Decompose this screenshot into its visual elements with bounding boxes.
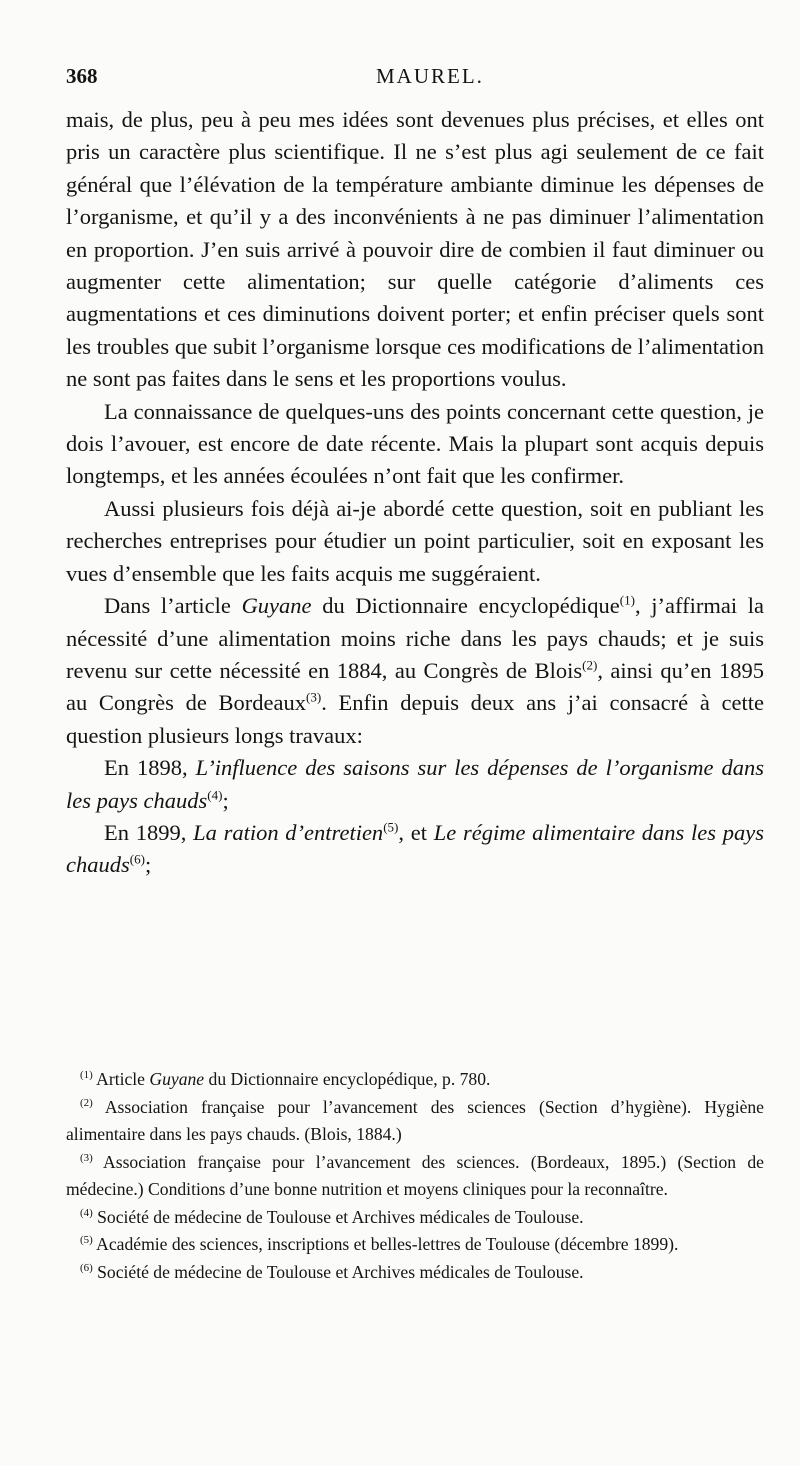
text-span: Association française pour l’avancement des sciences (Section d’hygiène). Hygiène alimentaire dans les pays chauds. (Blois, 1884.) — [66, 1096, 764, 1144]
italic-title: L’influence des saisons sur les dépenses de l’organisme dans les pays chauds — [66, 755, 764, 813]
paragraph-4 — [66, 590, 764, 752]
footnote-number: (3) — [80, 1151, 93, 1164]
text-span: . Enfin depuis deux ans j’ai consacré à cette question plusieurs longs travaux: — [66, 690, 764, 748]
italic-title: Guyane — [241, 593, 312, 619]
footnote-ref: (2) — [582, 657, 598, 673]
text-span: Dans l’article — [104, 593, 242, 619]
footnote — [66, 1094, 764, 1149]
italic-title: Le régime alimentaire dans les pays chauds — [66, 819, 764, 878]
footnote — [66, 1259, 764, 1287]
footnote-ref: (4) — [207, 787, 223, 803]
paragraph-3: Aussi plusieurs fois déjà ai-je abordé cette question, soit en publiant les recherches entreprises pour étudier un point particulier, soit en exposant les vues d’ensemble que les faits acquis me suggéraient. — [66, 495, 764, 586]
footnote-number: (2) — [80, 1096, 93, 1109]
text-span: Académie des sciences, inscriptions et belles-lettres de Toulouse (décembre 1899). — [92, 1234, 679, 1254]
footnote — [66, 1204, 764, 1232]
page-header — [66, 64, 764, 94]
text-span: Article — [92, 1069, 150, 1089]
footnotes — [66, 1066, 764, 1286]
footnote-number: (1) — [80, 1069, 93, 1082]
footnote-ref: (6) — [129, 851, 145, 867]
text-span: En 1899, — [104, 819, 194, 845]
footnote-number: (6) — [80, 1261, 93, 1274]
text-span: , ainsi qu’en 1895 au Congrès de Bordeaux — [66, 657, 764, 716]
footnote — [66, 1231, 764, 1259]
footnote-ref: (1) — [619, 592, 635, 608]
text-span: , j’affirmai la nécessité d’une alimentation moins riche dans les pays chauds; et je suis revenu sur cette nécessité en 1884, au Congrès de Blois — [66, 593, 764, 683]
text-span: Société de médecine de Toulouse et Archives médicales de Toulouse. — [92, 1206, 584, 1227]
italic-title: La ration d’entretien — [193, 819, 384, 845]
italic-title: Guyane — [149, 1069, 205, 1089]
footnote-ref: (3) — [306, 689, 322, 705]
text-span: du Dictionnaire encyclopédique — [311, 593, 620, 619]
text-span: du Dictionnaire encyclopédique, p. 780. — [204, 1069, 491, 1089]
footnote — [66, 1066, 764, 1094]
footnote-number: (4) — [80, 1206, 93, 1219]
footnote — [66, 1149, 764, 1204]
paragraph-2: La connaissance de quelques-uns des points concernant cette question, je dois l’avouer, est encore de date récente. Mais la plupart sont acquis depuis longtemps, et les années écoulées n’ont fait que les confirmer. — [66, 398, 764, 489]
text-span: En 1898, — [104, 755, 196, 781]
paragraph-6 — [66, 817, 764, 882]
text-span: Société de médecine de Toulouse et Archives médicales de Toulouse. — [92, 1261, 584, 1282]
footnote-ref: (5) — [383, 819, 399, 835]
text-span: ; — [144, 852, 152, 878]
page-number: 368 — [66, 64, 98, 88]
paragraph-1: mais, de plus, peu à peu mes idées sont devenues plus précises, et elles ont pris un caractère plus scientifique. Il ne s’est plus agi seulement de ce fait général que l’élévation de la température ambiante diminue les dépenses de l’organisme, et qu’il y a des inconvénients à ne pas diminuer l’alimentation en proportion. J’en suis arrivé à pouvoir dire de combien il faut diminuer ou augmenter cette alimentation; sur quelle catégorie d’aliments ces augmentations et ces diminutions doivent porter; et enfin préciser quels sont les troubles que subit l’organisme lorsque ces modifications de l’alimentation ne sont pas faites dans le sens et les proportions voulus. — [66, 107, 764, 392]
text-span: , et — [398, 819, 434, 845]
footnote-number: (5) — [80, 1234, 93, 1247]
running-head: MAUREL. — [376, 64, 484, 88]
text-span: Association française pour l’avancement des sciences. (Bordeaux, 1895.) (Section de médecine.) Conditions d’une bonne nutrition et moyens cliniques pour la reconnaître. — [66, 1151, 764, 1199]
main-text — [66, 104, 764, 882]
text-span: ; — [222, 787, 229, 813]
paragraph-5 — [66, 752, 764, 817]
